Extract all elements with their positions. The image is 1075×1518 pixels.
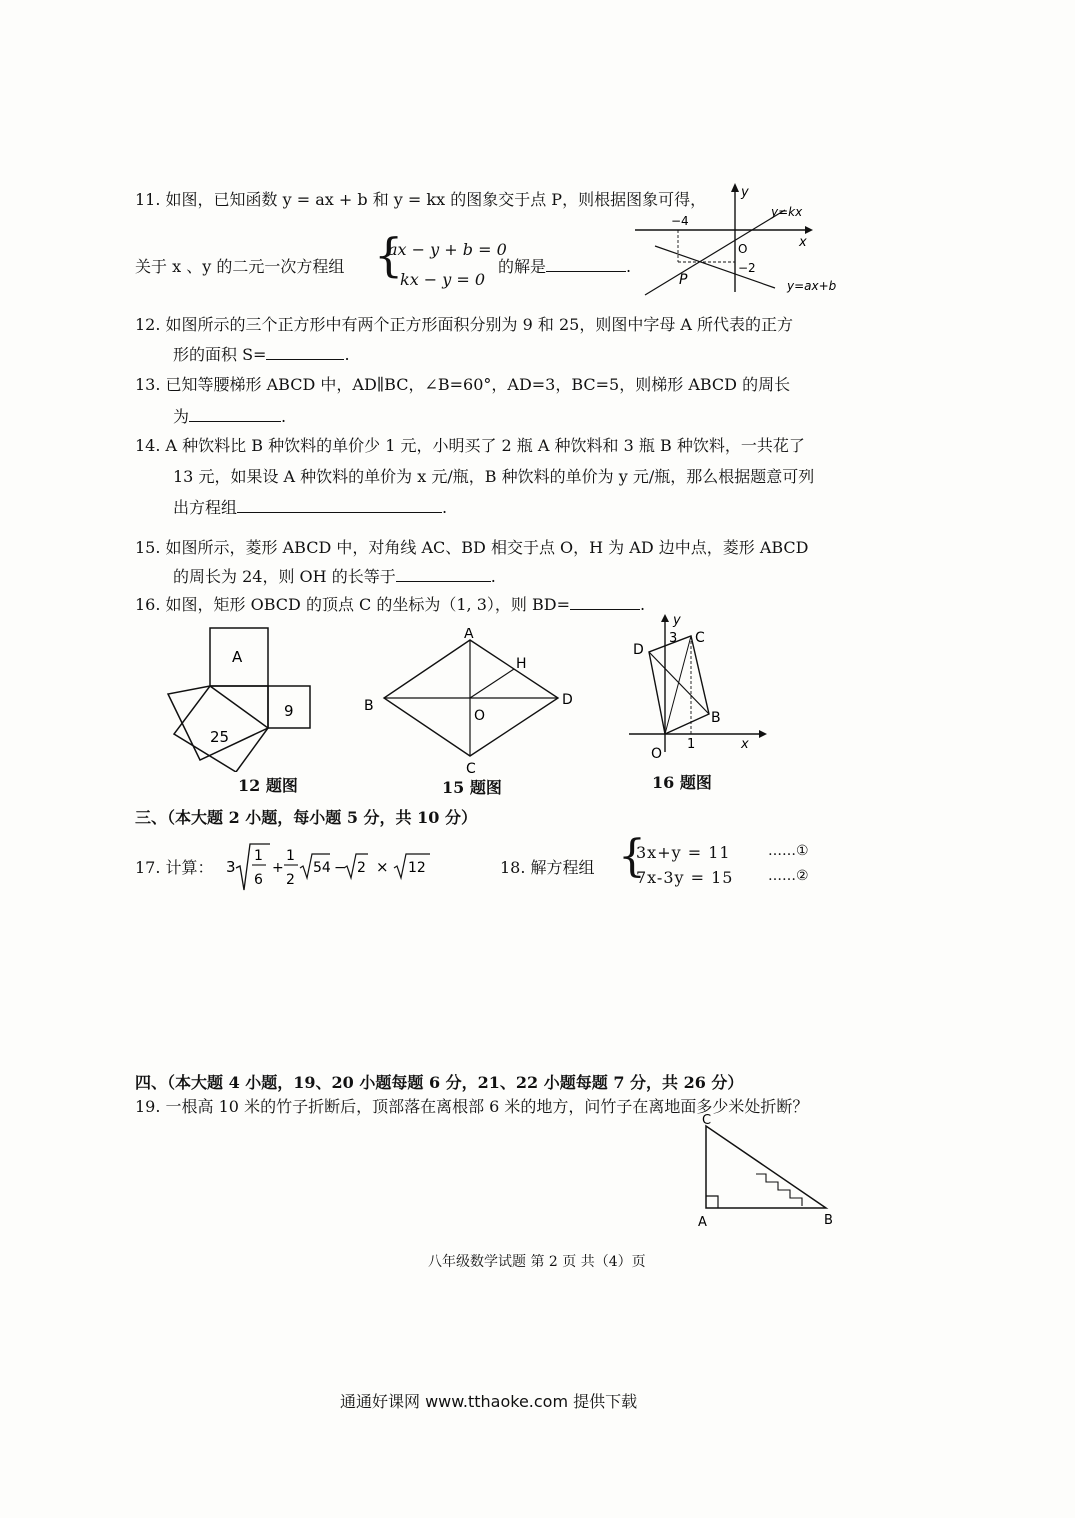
fig16-x-arrow: [759, 730, 767, 738]
page-footer: 八年级数学试题 第 2 页 共（4）页: [428, 1254, 646, 1270]
q11-x-arrow: [805, 226, 813, 234]
q11-label-axb: y=ax+b: [787, 279, 837, 293]
q17-times: ×: [376, 858, 389, 876]
fig12-squares: [160, 622, 330, 772]
q17-plus: +: [272, 860, 284, 876]
section4-heading: 四、（本大题 4 小题，19、20 小题每题 6 分，21、22 小题每题 7 分，共 26 分）: [135, 1073, 744, 1092]
q17-frac1-num: 1: [254, 848, 263, 864]
fig12-label-a: A: [232, 648, 243, 666]
fig15-segment-oh: [470, 669, 514, 698]
fig15-label-o: O: [474, 708, 486, 724]
q18-label: 18. 解方程组: [500, 858, 595, 877]
q11-brace: {: [374, 228, 404, 282]
fig15-rhombus: [360, 628, 585, 776]
q19-figure: [690, 1112, 840, 1230]
q18-mark2: ……②: [768, 868, 809, 884]
fig16-tick-3: 3: [669, 631, 678, 646]
q17-radical-1: [236, 844, 270, 890]
q19-right-angle: [706, 1196, 718, 1208]
fig16-label-b: B: [711, 710, 721, 726]
q17-frac2-num: 1: [286, 848, 295, 864]
q13-line2: 为 .: [173, 407, 287, 426]
q16-line1: 16. 如图，矩形 OBCD 的顶点 C 的坐标为（1, 3），则 BD= .: [135, 595, 646, 614]
q17-expression: [224, 838, 454, 898]
q11-graph: [635, 180, 855, 300]
fig16-rectangle: [625, 612, 775, 762]
q11-answer-blank[interactable]: [546, 257, 626, 272]
q17-coef: 3: [226, 858, 236, 876]
fig12-label-9: 9: [284, 702, 294, 720]
q11-point-p: P: [679, 272, 688, 288]
q13-line1: 13. 已知等腰梯形 ABCD 中，AD∥BC，∠B=60°，AD=3，BC=5，则梯形 ABCD 的周长: [135, 375, 791, 394]
fig16-label-d: D: [633, 642, 644, 658]
q11-y-label: y: [741, 185, 749, 200]
q17-minus: −: [334, 860, 346, 876]
q12-line1: 12. 如图所示的三个正方形中有两个正方形面积分别为 9 和 25，则图中字母 A 所代表的正方: [135, 315, 794, 334]
q17-frac2-den: 2: [286, 872, 295, 888]
q18-eq1: 3x+y = 11: [636, 843, 731, 862]
q12-line2: 形的面积 S= .: [173, 345, 350, 364]
q17-frac1-den: 6: [254, 872, 263, 888]
q17-rad54: 54: [313, 860, 331, 876]
q14-line3: 出方程组 .: [173, 498, 448, 517]
fig15-label-b: B: [364, 698, 374, 714]
fig16-label-o: O: [651, 746, 663, 762]
q19-line1: 19. 一根高 10 米的竹子折断后，顶部落在离根部 6 米的地方，问竹子在离地面多少米处折断？: [135, 1097, 809, 1116]
fig16-caption: 16 题图: [652, 773, 712, 792]
fig16-tick-1: 1: [687, 737, 696, 752]
q11-line2-suffix: 的解是 .: [498, 257, 632, 276]
download-source-note: 通通好课网 www.tthaoke.com 提供下载: [340, 1392, 638, 1411]
q13-answer-blank[interactable]: [189, 407, 281, 422]
q12-answer-blank[interactable]: [266, 345, 344, 360]
fig16-diag-oc: [665, 636, 691, 734]
q13-line2-text: 为: [173, 407, 190, 426]
q11-solution-label: 的解是: [498, 257, 547, 276]
fig16-obcd: [649, 636, 709, 734]
fig15-label-a: A: [464, 628, 474, 642]
q11-label-kx: y=kx: [771, 205, 803, 219]
q16-line1-text: 16. 如图，矩形 OBCD 的顶点 C 的坐标为（1, 3），则 BD=: [135, 595, 570, 614]
q14-line3-text: 出方程组: [173, 498, 238, 517]
fig15-label-h: H: [516, 656, 527, 672]
fig16-x-label: x: [741, 737, 749, 752]
q19-label-c: C: [702, 1113, 712, 1128]
q18-brace: {: [618, 831, 646, 882]
q12-line2-text: 形的面积 S=: [173, 345, 267, 364]
q11-line-kx: [645, 210, 785, 295]
q18-mark1: ……①: [768, 843, 809, 859]
q19-label-a: A: [698, 1215, 707, 1230]
fig16-y-arrow: [661, 614, 669, 622]
q14-line2: 13 元，如果设 A 种饮料的单价为 x 元/瓶，B 种饮料的单价为 y 元/瓶，那么根据题意可列: [173, 467, 815, 486]
q11-origin: O: [738, 242, 748, 256]
fig16-label-c: C: [695, 630, 705, 646]
q11-eq2: kx − y = 0: [400, 270, 486, 289]
q14-line1: 14. A 种饮料比 B 种饮料的单价少 1 元，小明买了 2 瓶 A 种饮料和 3 瓶 B 种饮料，一共花了: [135, 436, 805, 455]
q14-answer-blank[interactable]: [237, 498, 442, 513]
q17-rad2: 2: [357, 860, 366, 876]
q11-eq1: ax − y + b = 0: [388, 240, 507, 259]
q11-y-arrow: [731, 183, 739, 192]
q11-x-label: x: [799, 235, 807, 250]
q15-line1: 15. 如图所示，菱形 ABCD 中，对角线 AC、BD 相交于点 O，H 为 AD 边中点，菱形 ABCD: [135, 538, 809, 557]
q18-eq2: 7x-3y = 15: [636, 868, 734, 887]
q17-label: 17. 计算：: [135, 858, 214, 877]
q19-label-b: B: [824, 1213, 833, 1228]
q15-line2: 的周长为 24，则 OH 的长等于 .: [173, 567, 496, 586]
q11-line1: 11. 如图，已知函数 y = ax + b 和 y = kx 的图象交于点 P，则根据图象可得，: [135, 190, 707, 209]
fig16-y-label: y: [673, 613, 681, 628]
q15-answer-blank[interactable]: [396, 567, 491, 582]
q16-answer-blank[interactable]: [570, 595, 640, 610]
fig12-caption: 12 题图: [238, 776, 298, 795]
fig15-label-c: C: [466, 761, 476, 776]
fig12-label-25: 25: [210, 728, 230, 746]
q15-line2-text: 的周长为 24，则 OH 的长等于: [173, 567, 396, 586]
fig15-label-d: D: [562, 692, 573, 708]
fig15-caption: 15 题图: [442, 778, 502, 797]
q11-tick-x: −4: [671, 214, 689, 228]
q11-line2-prefix: 关于 x 、y 的二元一次方程组: [135, 257, 345, 276]
q19-triangle: [706, 1126, 826, 1208]
q17-rad12: 12: [408, 860, 426, 876]
section3-heading: 三、（本大题 2 小题，每小题 5 分，共 10 分）: [135, 808, 477, 827]
q19-bamboo-break: [756, 1174, 802, 1206]
q11-tick-y: −2: [738, 261, 756, 275]
